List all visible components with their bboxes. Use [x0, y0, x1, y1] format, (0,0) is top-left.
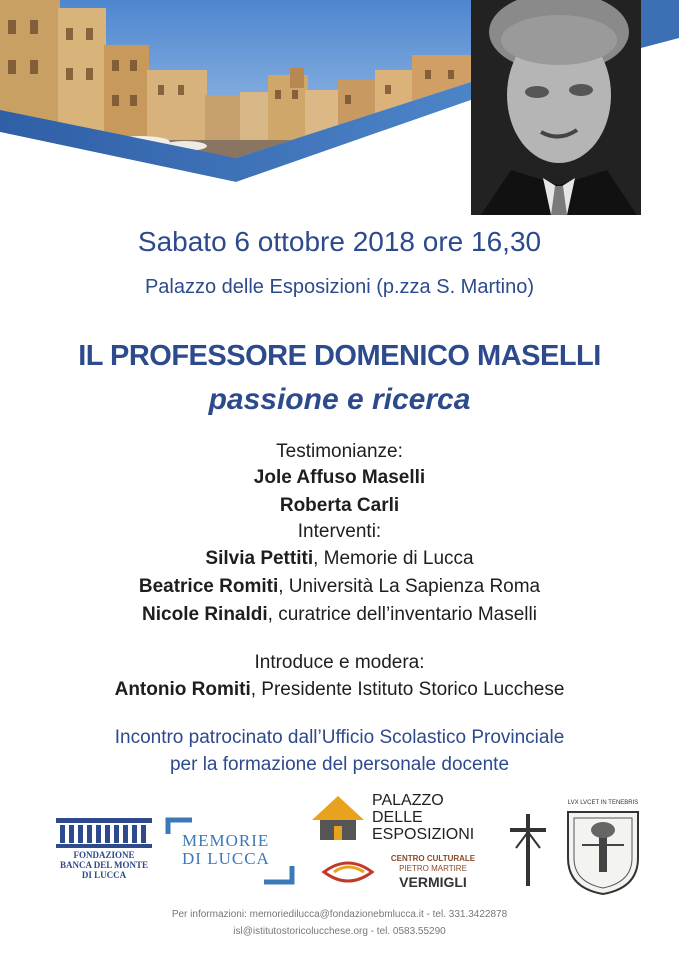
contact-line: Per informazioni: memoriedilucca@fondazionebmlucca.it - tel. 331.3422878 [171, 909, 508, 920]
speaker-line [0, 574, 679, 600]
vermigli-logo [320, 852, 490, 894]
memorie-logo-text: DI LUCCA [182, 849, 270, 868]
speaker-role: , Università La Sapienza Roma [278, 576, 541, 597]
fondazione-logo-text: DI LUCCA [81, 870, 127, 880]
event-date: Sabato 6 ottobre 2018 ore 16,30 [137, 226, 542, 257]
speaker-name: Jole Affuso Maselli [253, 467, 426, 488]
vermigli-logo-text: PIETRO MARTIRE [399, 864, 467, 873]
speaker-name: Roberta Carli [279, 495, 400, 516]
speaker-line [0, 546, 679, 572]
palazzo-logo-text: ESPOSIZIONI [372, 826, 475, 843]
fondazione-logo-text: BANCA DEL MONTE [59, 860, 148, 870]
moderator-label: Introduce e modera: [254, 652, 425, 673]
speaker-role: , curatrice dell’inventario Maselli [267, 604, 537, 625]
moderator-name: Antonio Romiti [114, 679, 251, 700]
moderator-line [0, 677, 679, 703]
palazzo-logo-text: PALAZZO [372, 792, 444, 809]
vermigli-logo-text: VERMIGLI [399, 874, 467, 890]
event-subtitle: passione e ricerca [208, 383, 471, 416]
vermigli-logo-text: CENTRO CULTURALE [390, 854, 476, 863]
memorie-di-lucca-logo [164, 816, 296, 886]
istituto-storico-seal [562, 800, 644, 896]
speaker-name: Beatrice Romiti [138, 576, 279, 597]
memorie-logo-text: MEMORIE [182, 831, 270, 850]
cross-logo [506, 808, 550, 888]
speaker-line [0, 602, 679, 628]
patronage-line: Incontro patrocinato dall’Ufficio Scolastico Provinciale [114, 727, 565, 748]
interventi-label: Interventi: [297, 521, 382, 542]
contact-line: isl@istitutostoricolucchese.org - tel. 0583.55290 [233, 926, 446, 937]
palazzo-esposizioni-logo [308, 790, 498, 846]
speaker-name: Silvia Pettiti [205, 548, 314, 569]
header-banner [0, 0, 679, 215]
fondazione-logo-text: FONDAZIONE [73, 850, 135, 860]
speaker-name: Nicole Rinaldi [142, 604, 268, 625]
event-venue: Palazzo delle Esposizioni (p.zza S. Martino) [144, 276, 535, 298]
testimonianze-label: Testimonianze: [276, 441, 403, 462]
event-title: IL PROFESSORE DOMENICO MASELLI [78, 340, 601, 372]
moderator-role: , Presidente Istituto Storico Lucchese [250, 679, 565, 700]
fondazione-logo [52, 816, 156, 888]
patronage-line: per la formazione del personale docente [169, 754, 510, 775]
speaker-role: , Memorie di Lucca [313, 548, 474, 569]
seal-motto: LVX LVCET IN TENEBRIS [567, 800, 639, 806]
palazzo-logo-text: DELLE [372, 809, 423, 826]
portrait-photo [471, 0, 641, 215]
